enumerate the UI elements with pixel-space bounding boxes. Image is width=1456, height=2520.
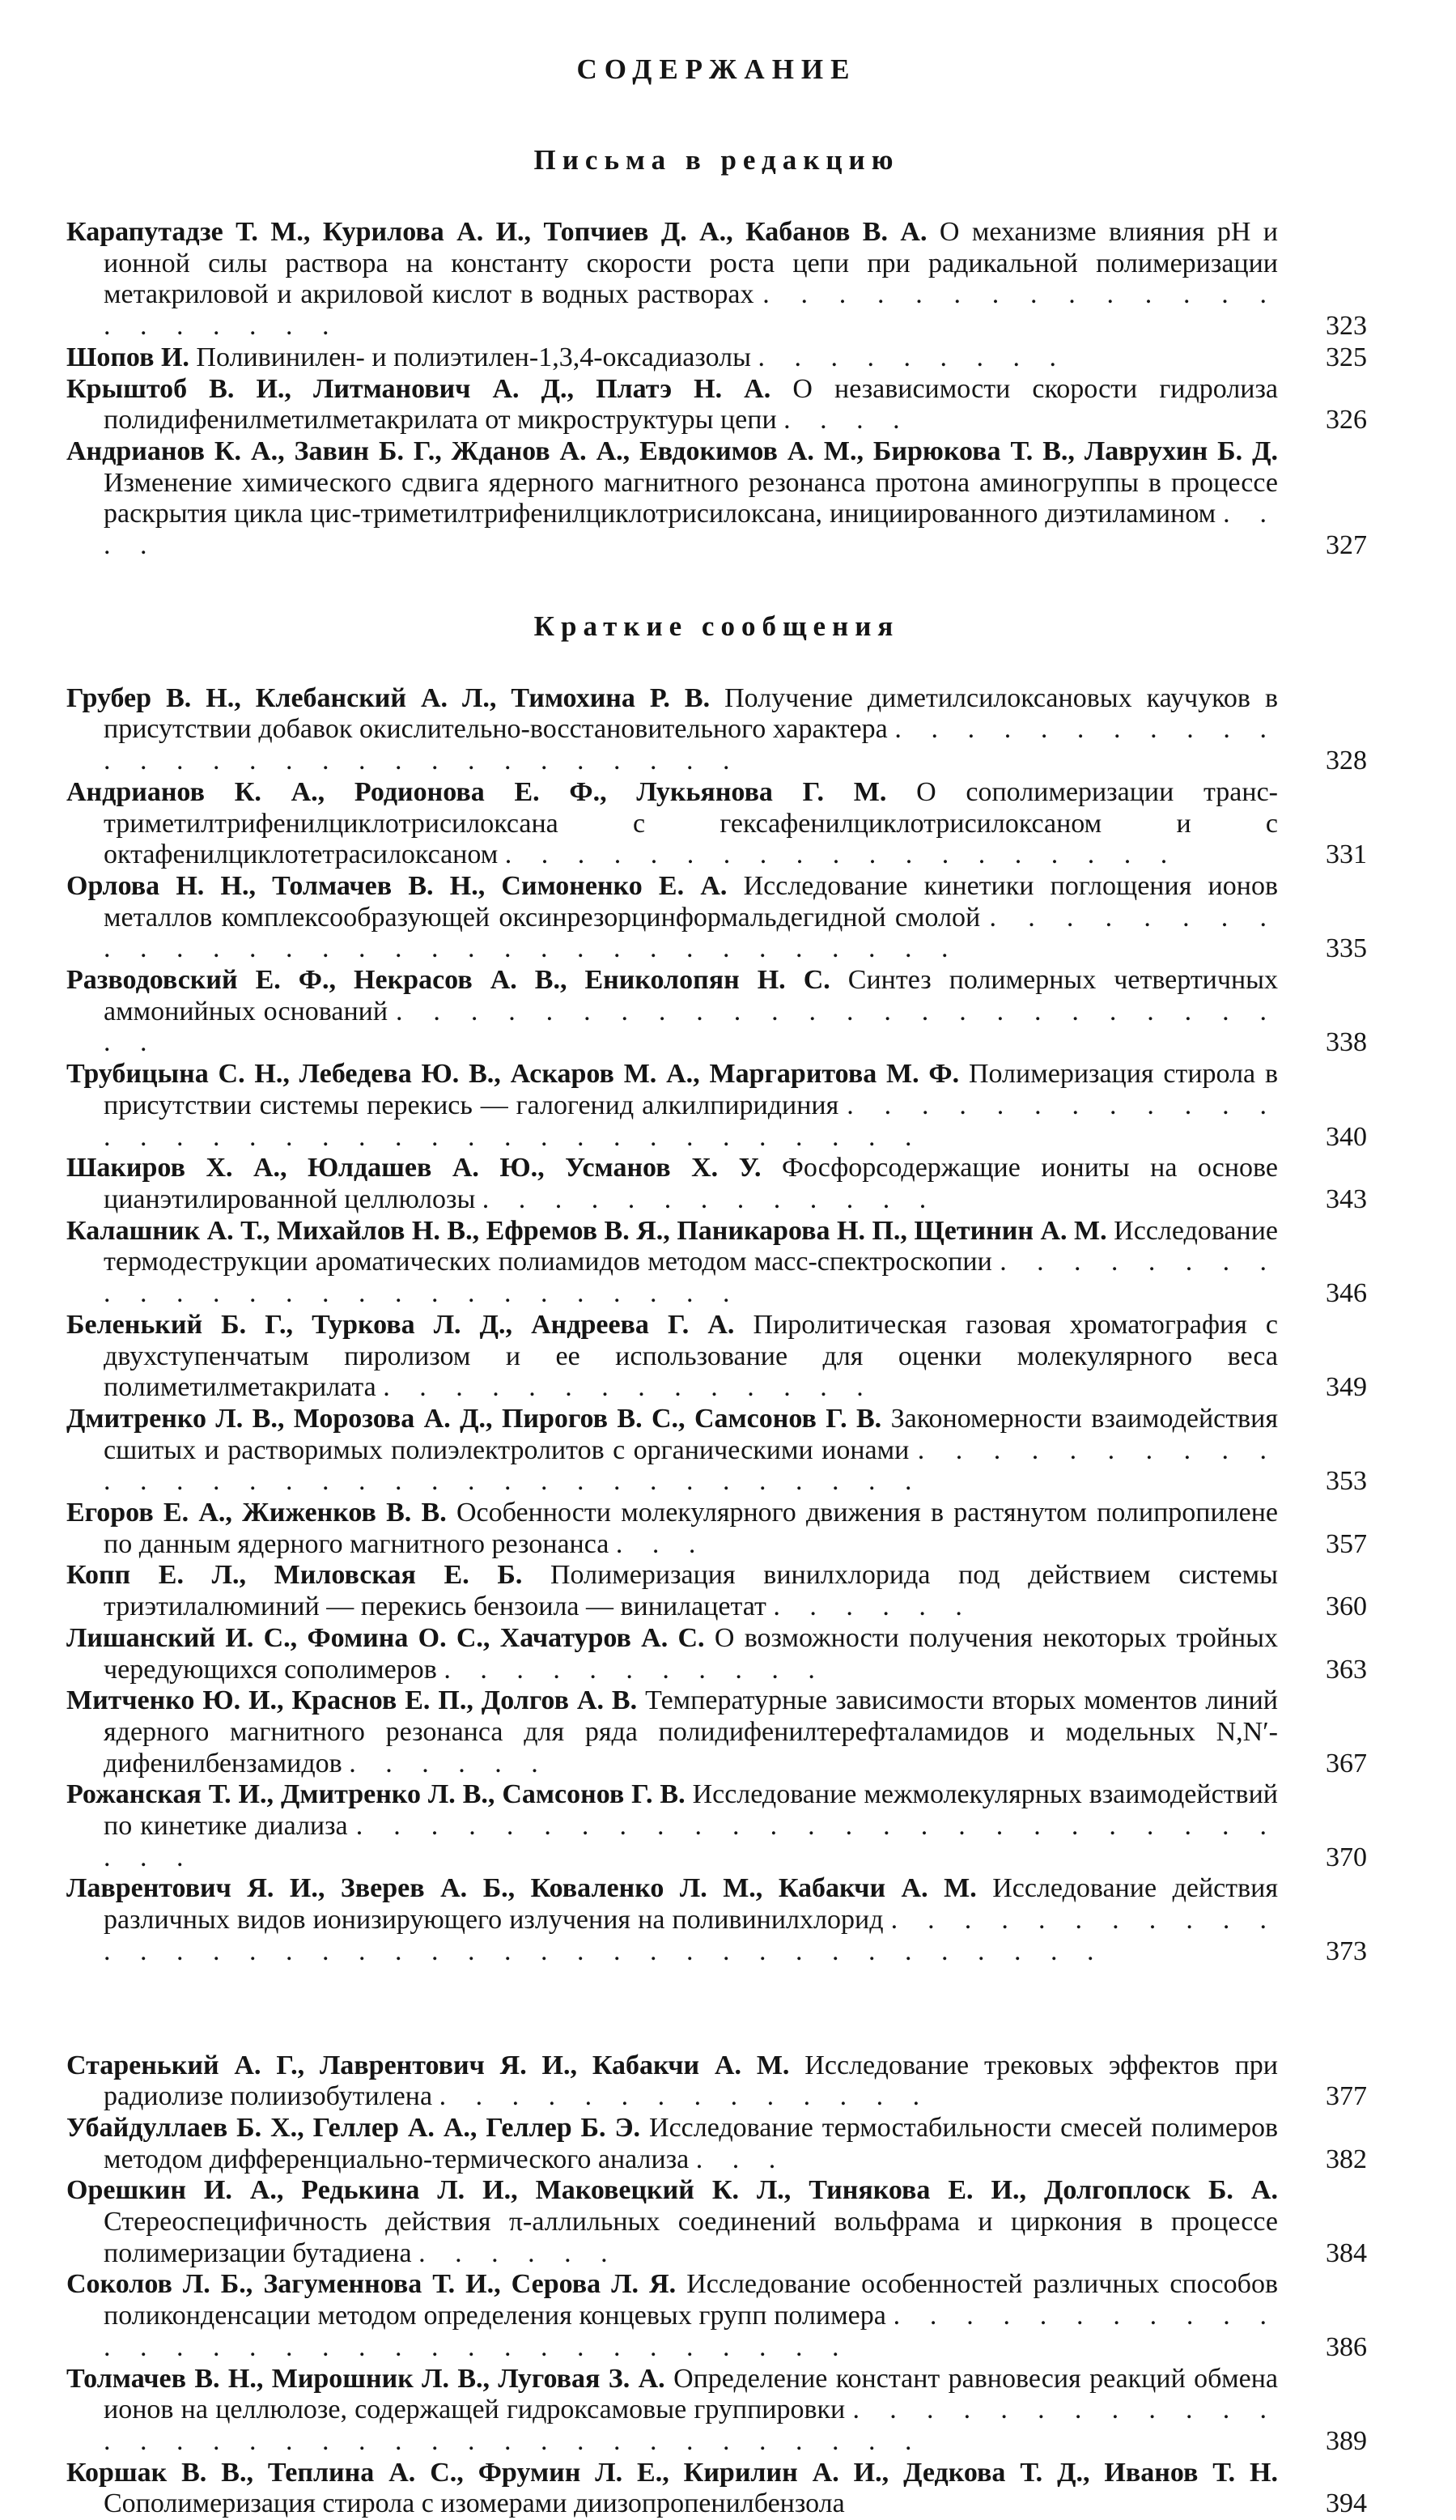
entry-authors: Коршак В. В., Теплина А. С., Фрумин Л. Е., Кирилин А. И., Дедкова Т. Д., Иванов Т. Н.	[66, 2457, 1278, 2488]
entry-title: О механизме влияния pH и ионной силы раствора на константу скорости роста цепи при радикальной полимеризации метакриловой и акриловой кислот в водных растворах	[104, 217, 1278, 310]
entry-title: Фосфорсодержащие иониты на основе цианэтилированной целлюлозы	[104, 1153, 1278, 1214]
entry-page: 338	[1326, 1027, 1367, 1058]
entry-authors: Разводовский Е. Ф., Некрасов А. В., Ениколопян Н. С.	[66, 965, 830, 996]
toc-entry	[66, 1498, 1367, 1560]
entry-title: Исследование действия различных видов ионизирующего излучения на поливинилхлорид	[104, 1873, 1278, 1936]
entry-page: 328	[1326, 746, 1367, 776]
toc-entry	[66, 965, 1367, 1059]
entry-page: 340	[1326, 1121, 1367, 1152]
entry-authors: Соколов Л. Б., Загуменнова Т. И., Серова Л. Я.	[66, 2269, 677, 2300]
entry-authors: Дмитренко Л. В., Морозова А. Д., Пирогов В. С., Самсонов Г. В.	[66, 1403, 882, 1434]
entry-title: Исследование межмолекулярных взаимодействий по кинетике диализа	[104, 1779, 1278, 1842]
leader-dots: . . . . . . . . . . . . . .	[439, 2081, 932, 2112]
entry-title: О сополимеризации транс-триметилтрифенилциклотрисилоксана с гексафенилциклотрисилоксаном и с октафенилциклотетрасилоксаном	[104, 776, 1278, 870]
entry-page: 323	[1326, 311, 1367, 342]
section-title-short-communications: Краткие сообщения	[533, 610, 900, 642]
entry-page: 386	[1326, 2331, 1367, 2362]
entry-title: О возможности получения некоторых тройных чередующихся сополимеров	[104, 1622, 1279, 1685]
entry-page: 382	[1326, 2144, 1367, 2174]
entry-title: Поливинилен- и полиэтилен-1,3,4-оксадиазолы	[196, 342, 751, 372]
toc-entry	[66, 1059, 1367, 1153]
entry-title: Закономерности взаимодействия сшитых и растворимых полиэлектролитов с органическими ионами	[104, 1403, 1278, 1465]
leader-dots: . . . . . . . . . . . . . . . . . . . . .	[104, 279, 1278, 342]
entry-page: 349	[1326, 1372, 1367, 1403]
entry-page: 360	[1326, 1591, 1367, 1622]
toc-entry	[66, 217, 1367, 342]
toc-entry	[66, 1404, 1367, 1498]
toc-entry	[66, 2175, 1367, 2269]
leader-dots: . . .	[615, 1528, 707, 1559]
leader-dots: . . . . . . . . . . . . . . . . . . . . . . . . . . . .	[104, 1811, 1279, 1872]
entry-authors: Рожанская Т. И., Дмитренко Л. В., Самсонов Г. В.	[66, 1779, 686, 1810]
toc-entry	[66, 374, 1367, 436]
leader-dots: . . . . . .	[349, 1748, 550, 1778]
toc-entry	[66, 1153, 1367, 1215]
entry-authors: Лишанский И. С., Фомина О. С., Хачатуров А. С.	[66, 1622, 705, 1653]
entry-authors: Трубицына С. Н., Лебедева Ю. В., Аскаров М. А., Маргаритова М. Ф.	[66, 1059, 960, 1090]
entry-title: Полимеризация стирола в присутствии системы перекись — галогенид алкилпиридиния	[104, 1059, 1279, 1120]
entry-page: 335	[1326, 933, 1367, 964]
entry-authors: Грубер В. Н., Клебанский А. Л., Тимохина Р. В.	[66, 682, 711, 713]
entry-title: Особенности молекулярного движения в растянутом полипропилене по данным ядерного магнитного резонанса	[104, 1498, 1279, 1559]
entry-title: Исследование кинетики поглощения ионов металлов комплексообразующей оксинрезорцинформальдегидной смолой	[104, 870, 1278, 933]
entry-authors: Копп Е. Л., Миловская Е. Б.	[66, 1560, 523, 1591]
toc-entry	[66, 1873, 1367, 1967]
entry-title: Синтез полимерных четвертичных аммонийных оснований	[104, 965, 1279, 1026]
toc-entry	[66, 1216, 1367, 1310]
entry-page: 357	[1326, 1528, 1367, 1559]
entry-authors: Крыштоб В. И., Литманович А. Д., Платэ Н. А.	[66, 373, 771, 404]
entry-page: 346	[1326, 1278, 1367, 1309]
entry-authors: Толмачев В. Н., Мирошник Л. В., Луговая З. А.	[66, 2363, 665, 2394]
toc-entry	[66, 342, 1367, 374]
entry-page: 343	[1326, 1184, 1367, 1214]
entry-title: Исследование термодеструкции ароматических полиамидов методом масс-спектроскопии	[104, 1215, 1278, 1277]
leader-dots: . . . . . . . . . . . . .	[482, 1184, 938, 1214]
leader-dots: . . . . . . . . . . . . . . . . . . .	[504, 839, 1179, 870]
entry-authors: Митченко Ю. И., Краснов Е. П., Долгов А. В.	[66, 1685, 638, 1716]
entry-authors: Убайдуллаев Б. Х., Геллер А. А., Геллер Б. Э.	[66, 2112, 641, 2143]
leader-dots: . . . . . . . . . . . . . . . . . . . . . . . . . . . . . . . . . . .	[104, 1090, 1279, 1152]
entry-title: Пиролитическая газовая хроматография с двухступенчатым пиролизом и ее использование для оценки молекулярного веса полиметилметакрилата	[104, 1309, 1279, 1403]
toc-entry	[66, 1623, 1367, 1685]
section-gap	[66, 1968, 1367, 2050]
entry-title: Изменение химического сдвига ядерного магнитного резонанса протона аминогруппы в процессе раскрытия цикла цис-триметилтрифенилциклотрисилоксана, инициированного диэтиламином	[104, 467, 1278, 529]
entry-page: 394	[1326, 2488, 1367, 2519]
section-title-letters: Письма в редакцию	[533, 144, 900, 176]
leader-dots: . . . .	[104, 499, 1279, 561]
entry-authors: Андрианов К. А., Родионова Е. Ф., Лукьянова Г. М.	[66, 776, 887, 807]
entry-title: О независимости скорости гидролиза полидифенилметилметакрилата от микроструктуры цепи	[104, 373, 1279, 436]
toc-entry	[66, 777, 1367, 871]
toc-entry	[66, 2364, 1367, 2458]
entry-page: 367	[1326, 1748, 1367, 1778]
entry-authors: Орлова Н. Н., Толмачев В. Н., Симоненко Е. А.	[66, 870, 728, 901]
entry-title: Получение диметилсилоксановых каучуков в присутствии добавок окислительно-восстановительного характера	[104, 682, 1278, 745]
leader-dots: . . . . . . . . . . . . . . . . . . . . . . . . . . . . .	[104, 714, 1279, 776]
entry-page: 370	[1326, 1842, 1367, 1872]
leader-dots: . . . . . . . . . . . . . . . . . . . . . . . . . . . . . . . . .	[104, 1434, 1279, 1497]
entry-page: 326	[1326, 405, 1367, 436]
entry-title: Сополимеризация стирола с изомерами диизопропенилбензола	[104, 2488, 845, 2519]
entry-authors: Старенький А. Г., Лаврентович Я. И., Кабакчи А. М.	[66, 2050, 790, 2080]
toc-entry	[66, 683, 1367, 777]
entry-page: 363	[1326, 1654, 1367, 1685]
toc-entry	[66, 871, 1367, 965]
entry-page: 353	[1326, 1466, 1367, 1497]
entry-title: Стереоспецифичность действия π-аллильных соединений вольфрама и циркония в процессе полимеризации бутадиена	[104, 2207, 1278, 2268]
leader-dots: . . . . . . . . . . .	[444, 1654, 826, 1685]
entry-title: Исследование трековых эффектов при радиолизе полиизобутилена	[104, 2050, 1279, 2112]
toc-entry	[66, 2458, 1367, 2520]
entry-authors: Егоров Е. А., Жиженков В. В.	[66, 1498, 447, 1528]
leader-dots: . . . . . . . . . . . . . . . . . . . . . . . . . .	[104, 1247, 1279, 1309]
entry-authors: Шопов И.	[66, 342, 189, 372]
entry-page: 384	[1326, 2237, 1367, 2268]
toc-entry	[66, 2269, 1367, 2363]
leader-dots: . . .	[695, 2144, 787, 2174]
leader-dots: . . . . . . . . . . . . . . . . . . . . . . . . . . . . . . . . . . .	[104, 2395, 1279, 2456]
toc-entry	[66, 1685, 1367, 1779]
toc-entry	[66, 1779, 1367, 1873]
entry-authors: Лаврентович Я. И., Зверев А. Б., Коваленко Л. М., Кабакчи А. М.	[66, 1873, 977, 1904]
entry-authors: Андрианов К. А., Завин Б. Г., Жданов А. А., Евдокимов А. М., Бирюкова Т. В., Лаврухин Б. Д.	[66, 436, 1278, 466]
leader-dots: . . . . . .	[418, 2237, 619, 2268]
leader-dots: . . . . . . . . . . . . . . . . . . . . . . . . . . . . . . . . . . . . . . .	[104, 1905, 1279, 1966]
entry-authors: Карапутадзе Т. М., Курилова А. И., Топчиев Д. А., Кабанов В. А.	[66, 217, 928, 247]
entry-authors: Шакиров Х. А., Юлдашев А. Ю., Усманов Х. У.	[66, 1153, 762, 1184]
toc-entry	[66, 1310, 1367, 1404]
entry-authors: Калашник А. Т., Михайлов Н. В., Ефремов В. Я., Паникарова Н. П., Щетинин А. М.	[66, 1215, 1107, 1246]
entry-page: 389	[1326, 2426, 1367, 2456]
entry-page: 373	[1326, 1936, 1367, 1966]
toc-entry	[66, 2113, 1367, 2175]
toc-entry	[66, 1560, 1367, 1622]
entry-page: 377	[1326, 2081, 1367, 2112]
leader-dots: . . . . . . . . . . . . . .	[383, 1372, 875, 1403]
entry-title: Температурные зависимости вторых моментов линий ядерного магнитного резонанса для ряда полидифенилтерефталамидов и модельных N,N′-дифенилбензамидов	[104, 1685, 1278, 1778]
toc-entry	[66, 2050, 1367, 2113]
leader-dots: . . . . . . . . . . . . . . . . . . . . . . . . . . . . . . . .	[104, 902, 1278, 964]
entry-title: Определение констант равновесия реакций обмена ионов на целлюлозе, содержащей гидроксамовые группировки	[104, 2363, 1279, 2425]
entry-authors: Орешкин И. А., Редькина Л. И., Маковецкий К. Л., Тинякова Е. И., Долгоплоск Б. А.	[66, 2175, 1278, 2206]
toc-entry	[66, 436, 1367, 562]
entry-page: 331	[1326, 839, 1367, 870]
entry-title: Полимеризация винилхлорида под действием системы триэтилалюминий — перекись бензоила — винилацетат	[104, 1560, 1278, 1622]
contents-title: СОДЕРЖАНИЕ	[576, 53, 857, 85]
entry-title: Исследование особенностей различных способов поликонденсации методом определения концевых групп полимера	[104, 2269, 1279, 2331]
entry-page: 325	[1326, 342, 1367, 372]
leader-dots: . . . .	[783, 405, 911, 436]
entry-authors: Беленький Б. Г., Туркова Л. Д., Андреева Г. А.	[66, 1309, 735, 1340]
leader-dots: . . . . . .	[773, 1591, 974, 1622]
entry-page: 327	[1326, 530, 1367, 561]
entry-title: Исследование термостабильности смесей полимеров методом дифференциально-термического анализа	[104, 2112, 1278, 2174]
leader-dots: . . . . . . . . . . . . . . . . . . . . . . . . . . . . . . . .	[104, 2301, 1279, 2362]
leader-dots: . . . . . . . . .	[758, 342, 1068, 372]
leader-dots: . . . . . . . . . . . . . . . . . . . . . . . . . .	[104, 996, 1279, 1058]
